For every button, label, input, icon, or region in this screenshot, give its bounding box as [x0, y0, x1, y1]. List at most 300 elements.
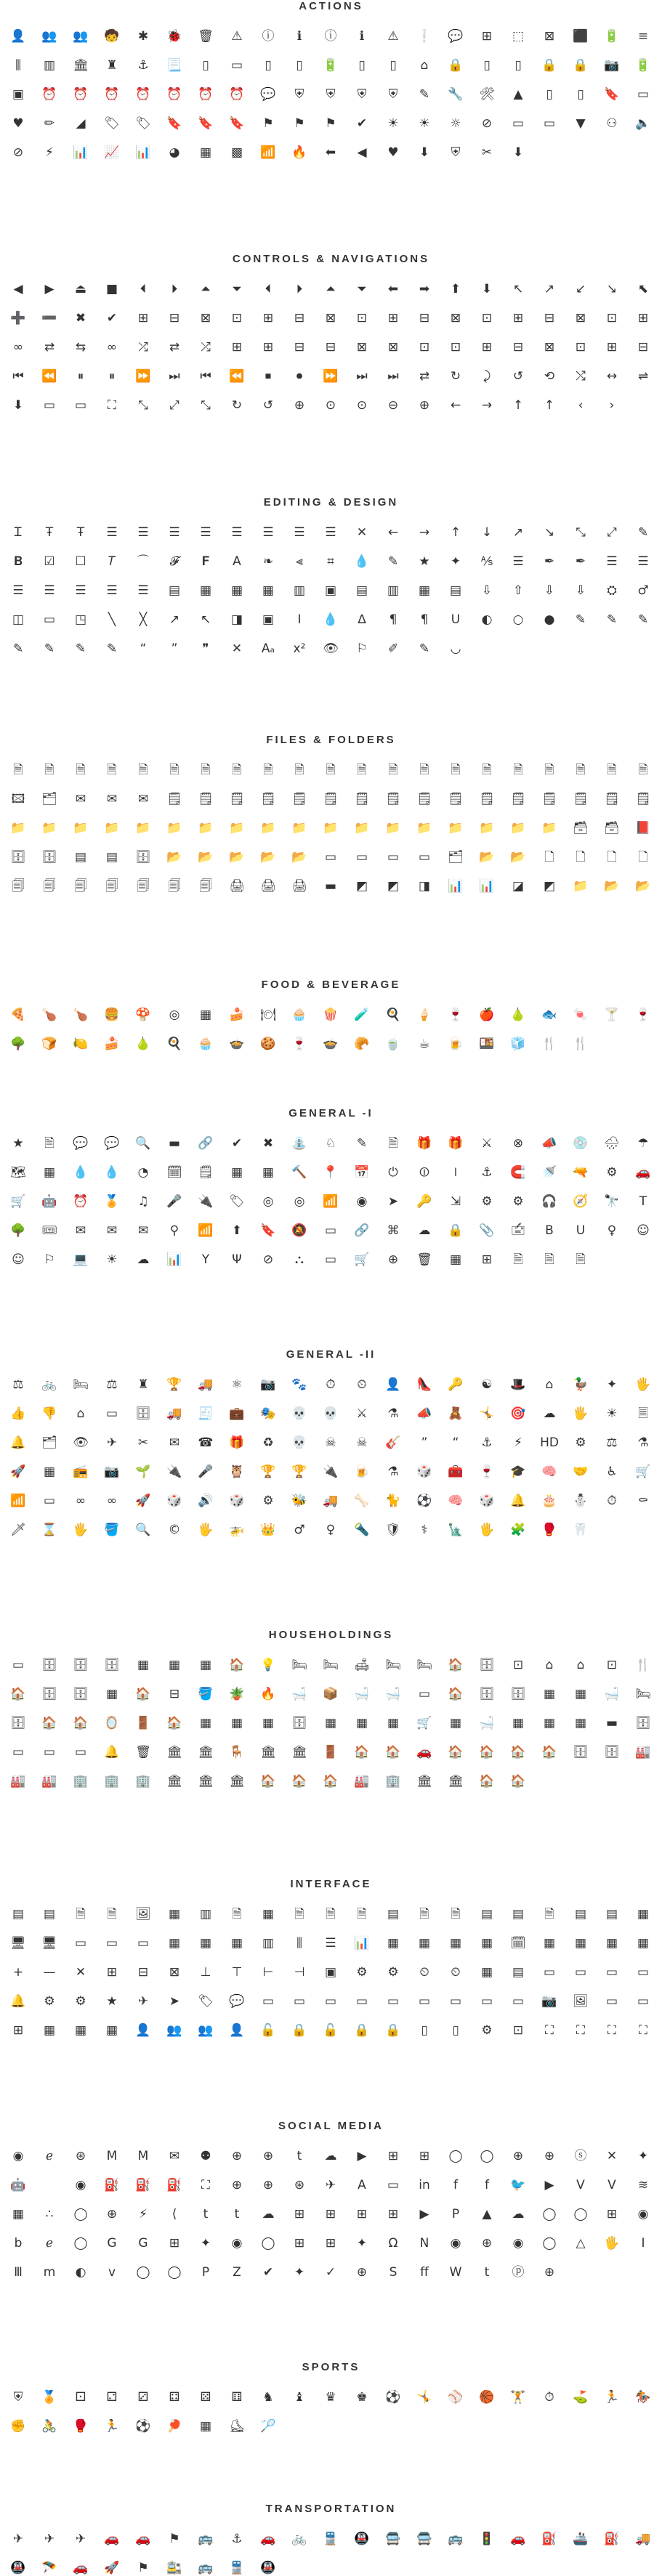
catalog-icon: ◯ [167, 2264, 182, 2280]
catalog-icon: 🗎 [638, 762, 648, 777]
catalog-icon: ⤭ [576, 368, 586, 384]
catalog-icon: ⊟ [137, 1964, 149, 1980]
catalog-icon: 🗎 [607, 762, 617, 777]
catalog-icon: ⊡ [512, 1657, 524, 1672]
catalog-icon: 🔒 [448, 1223, 464, 1238]
catalog-icon: ✔ [262, 2264, 274, 2280]
catalog-icon: ⚅ [231, 2389, 243, 2405]
catalog-icon: ♀ [326, 1522, 336, 1537]
catalog-icon: 🛁 [479, 1715, 495, 1730]
catalog-icon: 🔒 [541, 57, 557, 73]
catalog-icon: ✈ [12, 2531, 24, 2546]
catalog-icon: ✉ [106, 791, 118, 806]
catalog-icon: ✎ [44, 641, 55, 656]
catalog-icon: 🗋 [576, 849, 586, 864]
catalog-icon: 🗎 [388, 1135, 398, 1151]
catalog-icon: ⊞ [481, 28, 493, 44]
catalog-icon: 🗎 [451, 1906, 461, 1921]
catalog-icon: 👤 [229, 2022, 245, 2038]
catalog-icon: ⊕ [544, 2148, 555, 2163]
catalog-icon: Ⅲ [14, 2264, 23, 2280]
catalog-icon: 🏛 [198, 1744, 214, 1759]
catalog-icon: 🗒 [385, 791, 401, 806]
catalog-icon: ∆ [358, 612, 366, 627]
catalog-icon: 🏢 [385, 1773, 401, 1789]
catalog-icon: ⏰ [41, 86, 57, 102]
catalog-icon: ⛨ [451, 145, 461, 160]
catalog-icon: 🏷 [198, 1993, 214, 2009]
catalog-icon: ⏭ [169, 368, 180, 384]
catalog-icon: ▭ [387, 2177, 400, 2192]
catalog-icon: 🗒 [354, 791, 370, 806]
section-title: FILES & FOLDERS [266, 734, 396, 746]
catalog-icon: 🏠 [385, 1744, 401, 1759]
catalog-icon: ▤ [12, 1906, 25, 1921]
catalog-icon: 🖆 [511, 1223, 525, 1238]
catalog-icon: 🗋 [544, 849, 554, 864]
catalog-icon: 🏠 [135, 1686, 151, 1701]
catalog-icon: ⊙ [356, 397, 368, 413]
catalog-icon: ☰ [512, 554, 524, 569]
catalog-icon: ⏷ [357, 281, 367, 296]
catalog-icon: 🔦 [354, 1522, 370, 1537]
catalog-icon: ▩ [230, 145, 243, 160]
catalog-icon: ☀ [419, 116, 430, 131]
catalog-icon: ◩ [355, 878, 368, 894]
catalog-icon: ◯ [573, 2206, 588, 2221]
catalog-icon: 🍲 [229, 1036, 245, 1051]
catalog-icon: 🗎 [419, 1906, 429, 1921]
catalog-icon: ↺ [512, 368, 524, 384]
catalog-icon: ⚁ [106, 2389, 118, 2405]
catalog-icon: 👥 [73, 28, 89, 44]
catalog-icon: ⊞ [231, 339, 243, 355]
catalog-icon: 🐞 [166, 28, 182, 44]
section-title: GENERAL -II [286, 1348, 376, 1361]
catalog-icon: 📁 [135, 820, 151, 835]
catalog-icon: ▭ [637, 1964, 650, 1980]
catalog-icon: 📶 [198, 1223, 214, 1238]
catalog-icon: ⚓ [137, 57, 149, 73]
catalog-icon: ▦ [262, 1165, 275, 1180]
catalog-icon: ⊡ [575, 339, 586, 355]
catalog-icon: ▦ [74, 2022, 87, 2038]
catalog-icon: ▦ [543, 1935, 556, 1951]
catalog-icon: 🍷 [448, 1007, 464, 1022]
catalog-icon: 🔌 [198, 1194, 214, 1209]
catalog-icon: ▦ [449, 1252, 462, 1267]
catalog-icon: 🛒 [354, 1252, 370, 1267]
catalog-icon: ⛨ [326, 86, 336, 102]
catalog-icon: 🏋 [510, 2389, 526, 2405]
catalog-icon: 🎤 [198, 1464, 214, 1479]
catalog-icon: ⤢ [169, 397, 179, 413]
catalog-icon: ⌂ [76, 1406, 85, 1421]
catalog-icon: 🎟 [41, 1223, 57, 1238]
catalog-icon: ✔ [231, 1135, 243, 1151]
catalog-icon: ➖ [41, 310, 57, 325]
catalog-icon: ⛽ [166, 2177, 182, 2192]
catalog-icon: 🍱 [479, 1036, 495, 1051]
catalog-icon: ⊕ [544, 2264, 555, 2280]
catalog-icon: 🦆 [573, 1377, 589, 1392]
catalog-icon: 🚦 [479, 2531, 495, 2546]
catalog-icon: ⊞ [606, 339, 618, 355]
catalog-icon: 🗑 [416, 1252, 432, 1267]
catalog-icon: ⊡ [419, 339, 430, 355]
catalog-icon: 🔕 [291, 1223, 307, 1238]
catalog-icon: “ [452, 1435, 459, 1450]
catalog-icon: ✒ [575, 554, 586, 569]
catalog-icon: 🐾 [291, 1377, 307, 1392]
catalog-icon: 📁 [510, 820, 526, 835]
catalog-icon: ⊠ [356, 339, 368, 355]
catalog-icon: 🏷 [229, 1194, 245, 1209]
catalog-icon: 🔔 [510, 1493, 526, 1508]
catalog-icon: ⊡ [450, 339, 461, 355]
catalog-icon: ♥ [12, 116, 24, 131]
catalog-icon: 🗐 [43, 878, 56, 894]
catalog-icon: 🗐 [199, 878, 212, 894]
catalog-icon: 💀 [291, 1435, 307, 1450]
catalog-icon: 🗄 [479, 1657, 495, 1672]
catalog-icon: 🔋 [604, 28, 620, 44]
catalog-icon: 🗎 [232, 762, 242, 777]
catalog-icon: ▦ [262, 583, 275, 598]
catalog-icon: 🍗 [41, 1007, 57, 1022]
catalog-icon: ▦ [574, 1935, 587, 1951]
catalog-icon: 📂 [291, 849, 307, 864]
catalog-icon: ⊟ [512, 339, 524, 355]
catalog-icon: ⊠ [200, 310, 211, 325]
catalog-icon: ▦ [418, 1935, 431, 1951]
catalog-icon: ✉ [75, 1223, 86, 1238]
catalog-icon: ⊞ [387, 2206, 399, 2221]
catalog-icon: 🛁 [291, 1686, 307, 1701]
catalog-icon: 📶 [10, 1493, 26, 1508]
catalog-icon: 🔥 [260, 1686, 276, 1701]
catalog-icon: ⛽ [104, 2177, 120, 2192]
catalog-icon: Ꮖ [14, 524, 23, 540]
catalog-icon: ▤ [105, 849, 118, 864]
catalog-icon: ✊ [10, 2418, 26, 2434]
catalog-icon: ❕ [416, 28, 432, 44]
catalog-icon: ☰ [106, 583, 118, 598]
catalog-icon: ▯ [514, 57, 522, 73]
catalog-icon: ⇲ [450, 1194, 461, 1209]
catalog-icon: 🍲 [323, 1036, 339, 1051]
catalog-icon: ‹ [578, 397, 584, 413]
catalog-icon: Ŧ [45, 524, 54, 540]
catalog-icon: ⏴ [265, 281, 272, 296]
catalog-icon: 🖨 [229, 878, 245, 894]
catalog-icon: 🍺 [448, 1036, 464, 1051]
catalog-icon: 🍎 [479, 1007, 495, 1022]
catalog-icon: ☰ [106, 524, 118, 540]
catalog-icon: ☀ [387, 116, 399, 131]
catalog-icon: 💧 [73, 1165, 89, 1180]
catalog-icon: ➤ [387, 1194, 399, 1209]
catalog-icon: ▭ [12, 1744, 25, 1759]
catalog-icon: ♛ [325, 2389, 336, 2405]
catalog-icon: 🎲 [479, 1493, 495, 1508]
catalog-icon: ☰ [294, 524, 305, 540]
catalog-icon: ⚠ [387, 28, 399, 44]
catalog-icon: ⊙ [325, 397, 336, 413]
catalog-icon: © [168, 1522, 181, 1537]
catalog-icon: 🪑 [229, 1744, 245, 1759]
catalog-icon: ▦ [324, 1715, 337, 1730]
catalog-icon: ▬ [168, 1135, 181, 1151]
catalog-icon: 🔋 [635, 57, 651, 73]
catalog-icon: 🔒 [573, 57, 589, 73]
catalog-icon: 𝐁 [14, 554, 23, 569]
catalog-icon: 🔖 [229, 116, 245, 131]
catalog-icon: ⊠ [544, 28, 555, 44]
catalog-icon: ✎ [356, 1135, 368, 1151]
catalog-icon: ✎ [106, 641, 118, 656]
catalog-icon: 👥 [166, 2022, 182, 2038]
catalog-icon: 🗐 [74, 878, 87, 894]
catalog-icon: ▭ [355, 1993, 368, 2009]
catalog-icon: 🤝 [573, 1464, 589, 1479]
catalog-icon: 🗐 [12, 878, 25, 894]
catalog-icon: ⚡ [514, 1435, 522, 1450]
catalog-icon: 🏠 [10, 1686, 26, 1701]
catalog-icon: ⊡ [606, 310, 618, 325]
catalog-icon: 🎭 [260, 1406, 276, 1421]
catalog-icon: 🤖 [41, 1194, 57, 1209]
catalog-icon: ★ [419, 554, 430, 569]
catalog-icon: ⇩ [481, 583, 493, 598]
catalog-icon: ◔ [137, 1165, 149, 1180]
catalog-icon: ▥ [43, 57, 56, 73]
catalog-icon: 🏠 [41, 1715, 57, 1730]
catalog-icon: 🗎 [326, 762, 336, 777]
catalog-icon: 🏛 [416, 1773, 432, 1789]
catalog-icon: ⏲ [357, 1377, 367, 1392]
catalog-icon: 💻 [73, 1252, 89, 1267]
catalog-icon: ⏲ [451, 1964, 461, 1980]
catalog-icon: 🔒 [385, 2022, 401, 2038]
catalog-icon: ⤸ [483, 368, 491, 384]
catalog-icon: 🚀 [135, 1493, 151, 1508]
catalog-icon: 🖥 [41, 1935, 57, 1951]
catalog-icon: ⊘ [12, 145, 24, 160]
catalog-icon: 🍷 [635, 1007, 651, 1022]
catalog-icon: ⓘ [324, 28, 337, 44]
catalog-icon: ☰ [44, 583, 55, 598]
catalog-icon: 🗒 [229, 791, 245, 806]
catalog-icon: 🪴 [229, 1686, 245, 1701]
catalog-icon: 📁 [166, 820, 182, 835]
catalog-icon: ▭ [43, 1493, 56, 1508]
catalog-icon: 🚉 [166, 2560, 182, 2575]
catalog-icon: 🔖 [166, 116, 182, 131]
catalog-icon: ✉ [137, 1223, 149, 1238]
catalog-icon: ⏰ [229, 86, 245, 102]
catalog-icon: ▭ [324, 849, 337, 864]
catalog-icon: ♂ [294, 1522, 305, 1537]
catalog-icon: 🔋 [323, 57, 339, 73]
catalog-icon: 🏠 [479, 1773, 495, 1789]
catalog-icon: ▯ [265, 57, 272, 73]
catalog-icon: ✦ [200, 2235, 211, 2251]
catalog-icon: ⚾ [448, 2389, 464, 2405]
catalog-icon: 📕 [635, 820, 651, 835]
catalog-icon: ▦ [199, 583, 212, 598]
catalog-icon: 🏠 [166, 1715, 182, 1730]
catalog-icon: ▬ [324, 878, 337, 894]
catalog-icon: 🛠 [479, 86, 495, 102]
catalog-icon: 🚚 [166, 1406, 182, 1421]
catalog-icon: ✎ [75, 641, 86, 656]
catalog-icon: ✉ [75, 791, 86, 806]
catalog-icon: 🗒 [166, 791, 182, 806]
catalog-icon: 🍽 [260, 1007, 276, 1022]
catalog-icon: ⚽ [135, 2418, 151, 2434]
catalog-icon: ↗ [512, 524, 524, 540]
catalog-icon: ⏱ [544, 2389, 554, 2405]
catalog-icon: 🧠 [541, 1464, 557, 1479]
catalog-icon: ⊕ [294, 397, 305, 413]
catalog-icon: ✦ [637, 2148, 649, 2163]
catalog-icon: ▯ [296, 57, 303, 73]
catalog-icon: ☰ [137, 524, 149, 540]
catalog-icon: ⛽ [604, 2531, 620, 2546]
catalog-icon: → [481, 397, 493, 413]
catalog-icon: 🗄 [73, 1657, 89, 1672]
catalog-icon: 🍐 [510, 1007, 526, 1022]
catalog-icon: ⌘ [387, 1223, 400, 1238]
catalog-icon: 📻 [73, 1464, 89, 1479]
catalog-icon: 🗎 [169, 762, 179, 777]
catalog-icon: ⏭ [356, 368, 368, 384]
catalog-icon: ▤ [168, 583, 181, 598]
catalog-icon: ⏮ [200, 368, 211, 384]
catalog-icon: ☰ [325, 1935, 336, 1951]
catalog-icon: ⛶ [201, 2177, 210, 2192]
catalog-icon: ★ [106, 1993, 118, 2009]
catalog-icon: 🍴 [573, 1036, 589, 1051]
catalog-icon: ⬆ [231, 1223, 243, 1238]
catalog-icon: 🎧 [541, 1194, 557, 1209]
catalog-icon: 🪂 [41, 2560, 57, 2575]
catalog-icon: 📎 [479, 1223, 495, 1238]
catalog-icon: ⚙ [481, 2022, 493, 2038]
catalog-icon: ⏰ [135, 86, 151, 102]
catalog-icon: ⚙ [75, 1993, 86, 2009]
catalog-icon: ☰ [637, 554, 649, 569]
catalog-icon: Ω [388, 2235, 398, 2251]
catalog-icon: 📂 [604, 878, 620, 894]
catalog-icon: 🗄 [479, 1686, 495, 1701]
catalog-icon: ∞ [106, 1493, 118, 1508]
catalog-icon: ▦ [199, 145, 212, 160]
catalog-icon: ⏻ [388, 1165, 398, 1180]
catalog-icon: ▦ [387, 1715, 400, 1730]
catalog-icon: 🍬 [573, 1007, 589, 1022]
catalog-icon: 🗎 [451, 762, 461, 777]
catalog-icon: 👁 [73, 1435, 89, 1450]
catalog-icon: ⚓ [481, 1165, 493, 1180]
catalog-icon: ⊡ [606, 1657, 618, 1672]
catalog-icon: ⊠ [169, 1964, 180, 1980]
catalog-icon: 🪣 [104, 1522, 120, 1537]
catalog-icon: ◨ [418, 878, 431, 894]
catalog-icon: 🎲 [416, 1464, 432, 1479]
catalog-icon: 📁 [104, 820, 120, 835]
catalog-icon: Y [201, 1252, 210, 1267]
catalog-icon: 📷 [604, 57, 620, 73]
catalog-icon: 🍋 [73, 1036, 89, 1051]
catalog-icon: 👤 [135, 2022, 151, 2038]
catalog-icon: 🗄 [41, 1657, 57, 1672]
section-title: EDITING & DESIGN [263, 496, 399, 509]
catalog-icon: ⊟ [637, 339, 649, 355]
catalog-icon: ⚐ [44, 1252, 55, 1267]
catalog-icon: 🖨 [291, 878, 307, 894]
catalog-icon: ⬆ [450, 281, 461, 296]
catalog-icon: ⊟ [419, 310, 430, 325]
catalog-icon: ▯ [483, 57, 491, 73]
catalog-icon: 🗄 [573, 1744, 589, 1759]
catalog-icon: 🏃 [104, 2418, 120, 2434]
catalog-icon: ↘ [606, 281, 618, 296]
catalog-icon: ⚐ [356, 641, 368, 656]
catalog-icon: ◯ [542, 2206, 557, 2221]
catalog-icon: ✉ [106, 1223, 118, 1238]
catalog-icon: ⛬ [295, 1252, 304, 1267]
catalog-icon: 📊 [135, 145, 151, 160]
catalog-icon: 🖨 [260, 878, 276, 894]
catalog-icon: 🎂 [541, 1493, 557, 1508]
catalog-icon: 🦉 [229, 1464, 245, 1479]
catalog-icon: S [389, 2264, 397, 2280]
catalog-icon: V [576, 2177, 585, 2192]
catalog-icon: ⛸ [229, 2418, 245, 2434]
catalog-icon: ☁ [418, 1223, 431, 1238]
catalog-icon: ✂ [481, 145, 493, 160]
catalog-icon: ▦ [230, 1935, 243, 1951]
catalog-icon: f [453, 2177, 458, 2192]
catalog-icon: ☁ [137, 1252, 150, 1267]
catalog-icon: ▦ [230, 583, 243, 598]
catalog-icon: ⏮ [12, 368, 24, 384]
catalog-icon: 🔨 [291, 1165, 307, 1180]
catalog-icon: 📈 [104, 145, 120, 160]
catalog-icon: ◪ [512, 878, 525, 894]
catalog-icon: 🔫 [573, 1165, 589, 1180]
catalog-icon: ≋ [637, 2177, 649, 2192]
catalog-icon: ▭ [574, 1964, 587, 1980]
catalog-icon: ⚛ [231, 1377, 243, 1392]
catalog-icon: 📁 [229, 820, 245, 835]
catalog-icon: 📁 [416, 820, 432, 835]
catalog-icon: t [484, 2264, 490, 2280]
catalog-icon: 📁 [198, 820, 214, 835]
catalog-icon: 🏠 [510, 1773, 526, 1789]
catalog-icon: ▦ [105, 1686, 118, 1701]
catalog-icon: ╳ [139, 612, 148, 627]
catalog-icon: 💧 [104, 1165, 120, 1180]
catalog-icon: ⊘ [262, 1252, 274, 1267]
catalog-icon: 💬 [104, 1135, 120, 1151]
catalog-icon: ▦ [387, 1935, 400, 1951]
catalog-icon: ✈ [325, 2177, 336, 2192]
catalog-icon: ↖ [512, 281, 524, 296]
catalog-icon: 🛒 [635, 1464, 651, 1479]
